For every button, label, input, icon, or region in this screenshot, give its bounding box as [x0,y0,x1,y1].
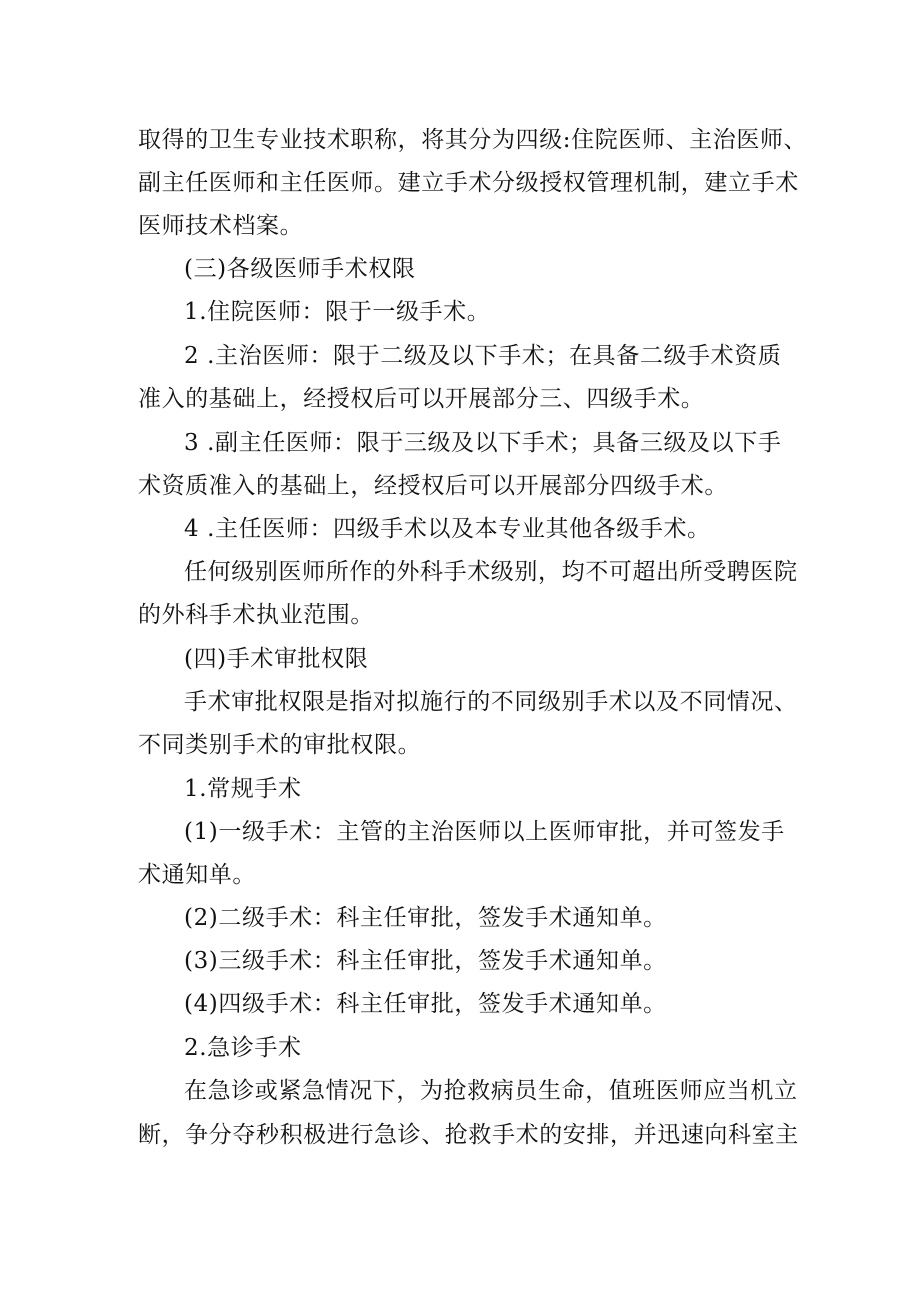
text-line: 副主任医师和主任医师。建立手术分级授权管理机制，建立手术 [138,170,799,196]
text-line: (4)四级手术：科主任审批，签发手术通知单。 [184,991,667,1017]
text-line: (1)一级手术：主管的主治医师以上医师审批，并可签发手 [184,819,785,845]
text-line: 术资质准入的基础上，经授权后可以开展部分四级手术。 [138,473,728,499]
subsection-heading: 1.常规手术 [184,776,302,802]
section-heading: (三)各级医师手术权限 [184,256,416,282]
text-line: (2)二级手术：科主任审批，签发手术通知单。 [184,905,667,931]
text-line: 断，争分夺秒积极进行急诊、抢救手术的安排，并迅速向科室主 [138,1122,799,1148]
subsection-heading: 2.急诊手术 [184,1035,302,1061]
text-line: 4 .主任医师：四级手术以及本专业其他各级手术。 [184,516,711,542]
text-line: 的外科手术执业范围。 [138,602,374,628]
text-line: 医师技术档案。 [138,213,304,239]
text-line: 任何级别医师所作的外科手术级别，均不可超出所受聘医院 [184,559,798,585]
text-line: 1.住院医师：限于一级手术。 [184,299,491,325]
text-line: 在急诊或紧急情况下，为抢救病员生命，值班医师应当机立 [184,1078,798,1104]
section-heading: (四)手术审批权限 [184,646,369,672]
text-line: 不同类别手术的审批权限。 [138,732,422,758]
text-line: (3)三级手术：科主任审批，签发手术通知单。 [184,948,667,974]
text-line: 准入的基础上，经授权后可以开展部分三、四级手术。 [138,386,705,412]
text-line: 手术审批权限是指对拟施行的不同级别手术以及不同情况、 [184,689,798,715]
text-line: 术通知单。 [138,862,256,888]
text-line: 取得的卫生专业技术职称，将其分为四级:住院医师、主治医师、 [138,127,808,153]
text-line: 3 .副主任医师：限于三级及以下手术；具备三级及以下手 [184,430,782,456]
text-line: 2 .主治医师：限于二级及以下手术；在具备二级手术资质 [184,343,782,369]
